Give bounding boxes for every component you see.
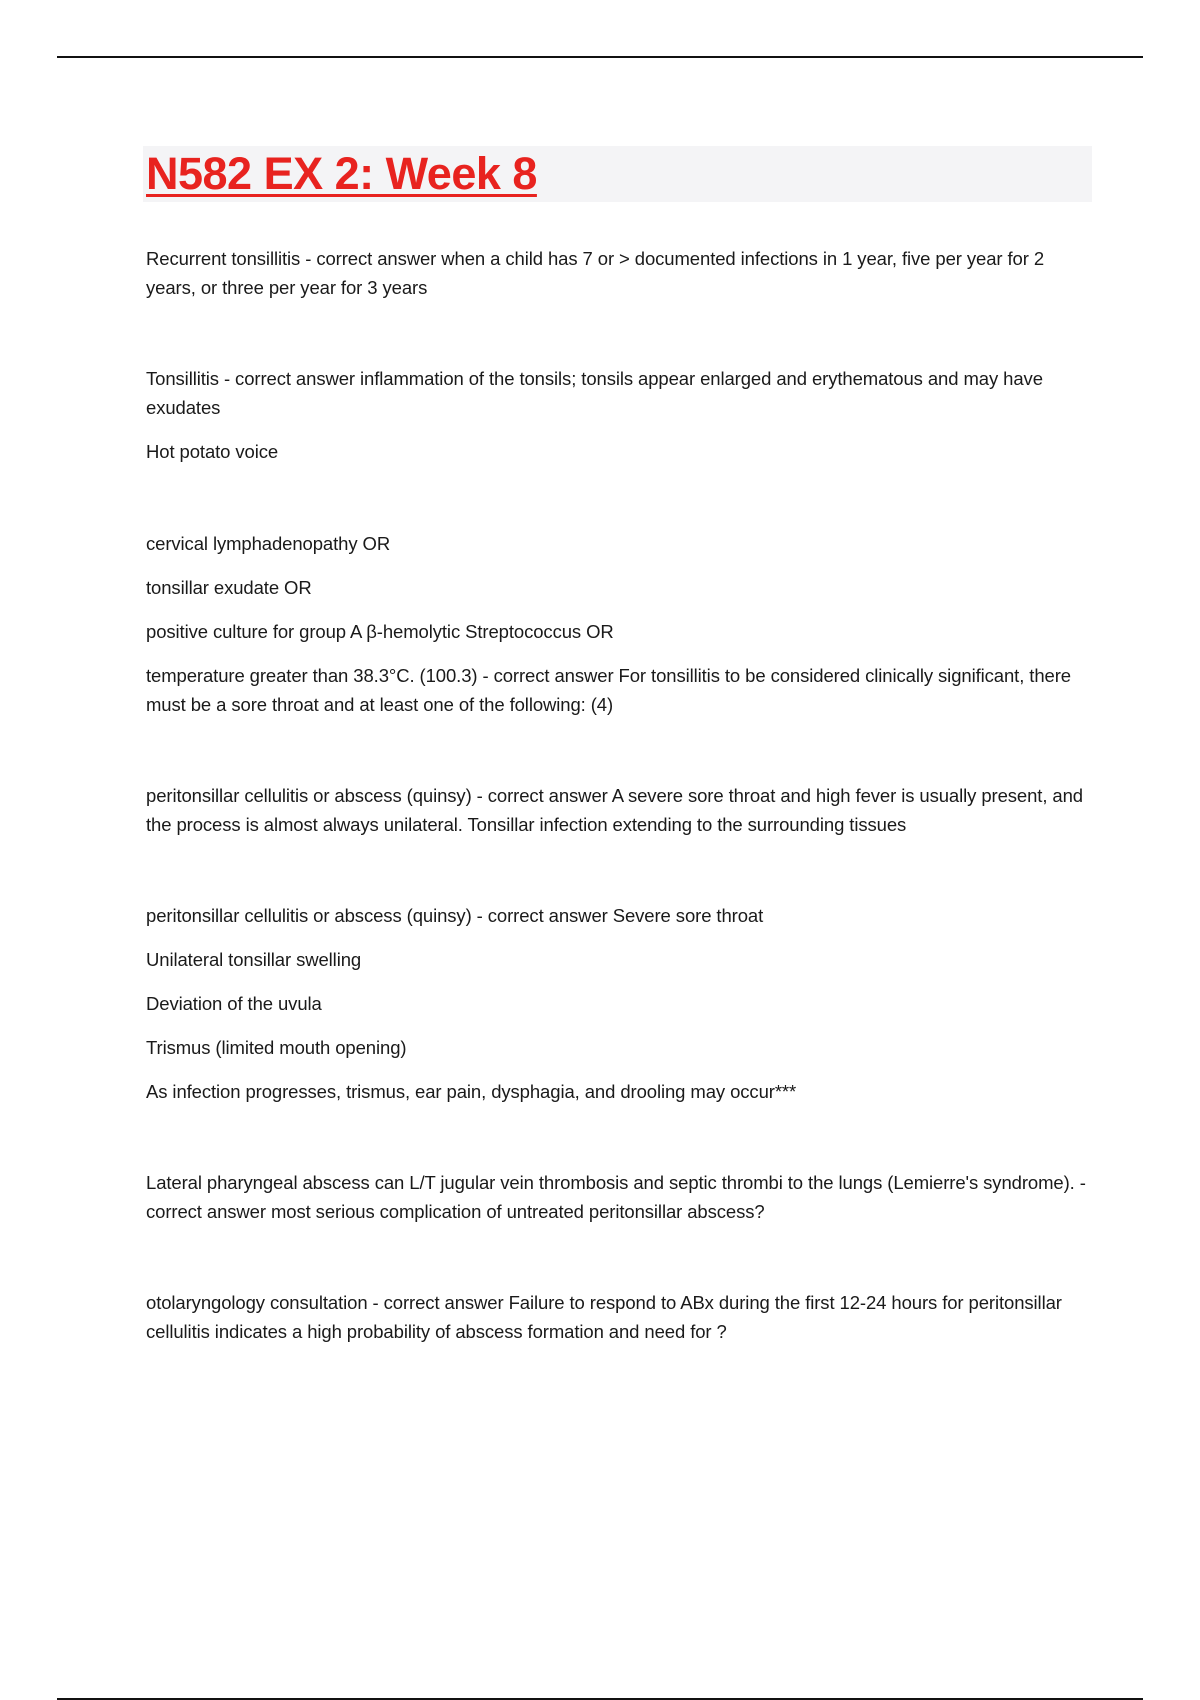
paragraph-peritonsillar-symptoms: peritonsillar cellulitis or abscess (quinsy) - correct answer Severe sore throat bbox=[146, 905, 764, 926]
paragraph-temperature: temperature greater than 38.3°C. (100.3) - correct answer For tonsillitis to be considered clinically significant, there must be a sore throat and at least one of the following: (4) bbox=[146, 665, 1071, 715]
paragraph-peritonsillar-description: peritonsillar cellulitis or abscess (quinsy) - correct answer A severe sore throat and high fever is usually present, and the process is almost always unilateral. Tonsillar infection extending to the surrounding tissues bbox=[146, 785, 1083, 835]
paragraph-otolaryngology-consultation: otolaryngology consultation - correct answer Failure to respond to ABx during the first 12-24 hours for peritonsillar cellulitis indicates a high probability of abscess formation and need for ? bbox=[146, 1292, 1062, 1342]
document-body bbox=[146, 244, 1086, 1346]
paragraph-trismus: Trismus (limited mouth opening) bbox=[146, 1037, 407, 1058]
paragraph-unilateral-swelling: Unilateral tonsillar swelling bbox=[146, 949, 362, 970]
paragraph-tonsillar-exudate: tonsillar exudate OR bbox=[146, 577, 312, 598]
paragraph-hot-potato-voice: Hot potato voice bbox=[146, 441, 279, 462]
paragraph-uvula-deviation: Deviation of the uvula bbox=[146, 993, 322, 1014]
paragraph-infection-progresses: As infection progresses, trismus, ear pain, dysphagia, and drooling may occur*** bbox=[146, 1081, 797, 1102]
paragraph-cervical-lymphadenopathy: cervical lymphadenopathy OR bbox=[146, 533, 391, 554]
paragraph-lateral-pharyngeal-abscess: Lateral pharyngeal abscess can L/T jugular vein thrombosis and septic thrombi to the lungs (Lemierre's syndrome). - correct answer most serious complication of untreated peritonsillar abscess? bbox=[146, 1172, 1086, 1222]
paragraph-tonsillitis: Tonsillitis - correct answer inflammation of the tonsils; tonsils appear enlarged and erythematous and may have exudates bbox=[146, 368, 1043, 418]
document-title: N582 EX 2: Week 8 bbox=[146, 148, 537, 199]
top-rule bbox=[57, 56, 1143, 58]
paragraph-recurrent-tonsillitis: Recurrent tonsillitis - correct answer when a child has 7 or > documented infections in 1 year, five per year for 2 years, or three per year for 3 years bbox=[146, 248, 1045, 298]
paragraph-positive-culture: positive culture for group A β-hemolytic Streptococcus OR bbox=[146, 621, 614, 642]
